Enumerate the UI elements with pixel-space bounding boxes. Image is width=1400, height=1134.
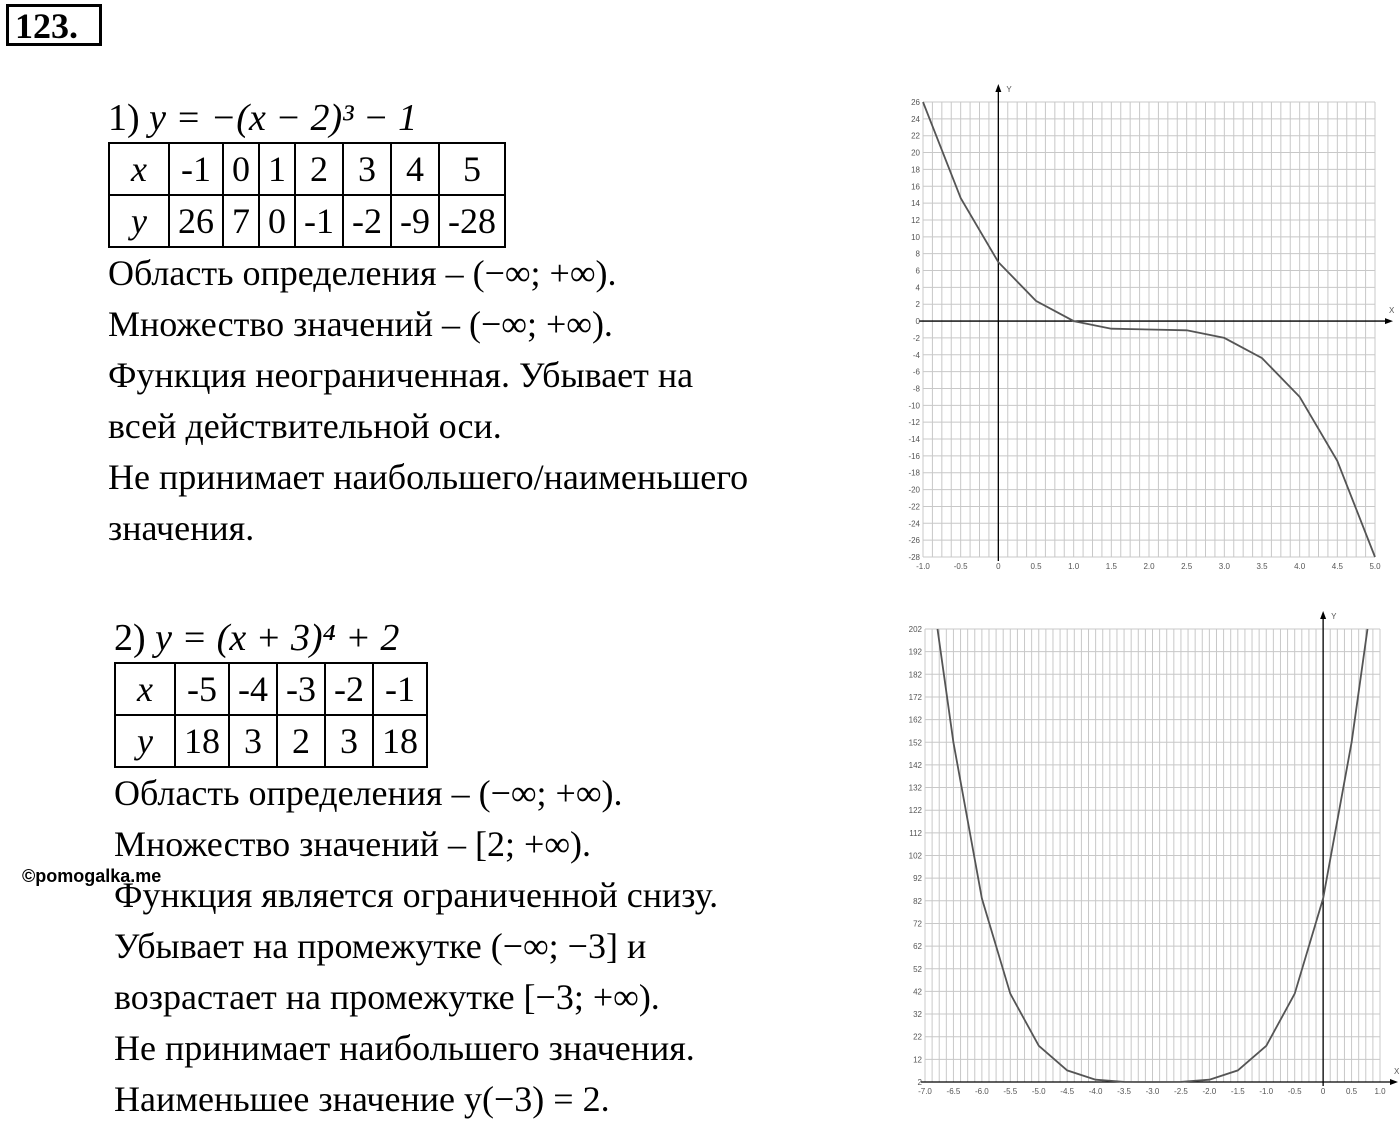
x-axis-arrow-icon [1390,1079,1398,1085]
part1-formula-expression: y = −(x − 2)³ − 1 [149,97,418,139]
watermark: ©pomogalka.me [22,866,162,886]
part1 [108,98,748,554]
table-row [115,663,427,715]
y-tick-label: -28 [908,553,920,562]
x-tick-label: -0.5 [953,562,968,571]
y-tick-label: 122 [908,806,922,816]
y-tick-label: 162 [908,715,922,725]
y-tick-label: 172 [908,692,922,702]
y-tick-label: 52 [913,964,922,974]
y-tick-label: 18 [911,165,920,175]
part2-formula-prefix: 2) [114,617,156,659]
y-tick-label: 32 [913,1010,922,1020]
table-row [115,715,427,767]
part2-formula [114,618,718,662]
y-tick-label: 22 [913,1032,922,1042]
y-axis-arrow-icon [995,84,1001,92]
part1-description [108,248,748,554]
y-tick-label: 8 [915,249,920,259]
y-tick-label: -2 [912,333,920,343]
description-line: Не принимает наибольшего/наименьшего [108,457,749,497]
table-cell-y: 2 [277,715,325,767]
x-tick-label: -2.5 [1174,1087,1188,1096]
table-cell-x: -4 [229,663,277,715]
table-cell-x: -5 [175,663,229,715]
table-cell-y: -1 [295,195,343,247]
y-tick-label: 102 [908,851,922,861]
table-cell-x: 1 [259,143,295,195]
y-tick-label: -22 [908,502,920,512]
table-cell-y: 3 [229,715,277,767]
y-tick-label: 62 [913,942,922,952]
y-tick-label: 24 [911,114,920,124]
table-cell-y: -2 [343,195,391,247]
x-tick-label: 2.0 [1143,562,1155,571]
x-tick-label: 4.0 [1294,562,1306,571]
x-tick-label: 2.5 [1181,562,1193,571]
part2 [114,618,718,1125]
y-axis-label: Y [1331,612,1337,621]
y-tick-label: -12 [908,418,920,428]
x-tick-label: -1.5 [1230,1087,1245,1096]
y-tick-label: 2 [917,1078,922,1087]
y-tick-label: 0 [915,317,920,327]
y-tick-label: -20 [908,485,920,495]
description-line: Функция является ограниченной снизу. [114,875,719,915]
table-cell-x: 0 [223,143,259,195]
x-tick-label: -1.0 [916,562,930,571]
x-axis-label: X [1389,306,1395,316]
table-cell-y: 0 [259,195,295,247]
x-tick-label: 4.5 [1331,562,1343,571]
y-tick-label: -26 [908,536,920,546]
x-tick-label: -1.0 [1259,1087,1274,1096]
table-cell-x: -1 [373,663,427,715]
description-line: Функция неограниченная. Убывает на [108,355,694,395]
x-tick-label: 0.5 [1346,1087,1358,1096]
x-tick-label: 0 [996,562,1001,571]
chart-quartic [895,604,1400,1104]
description-line: Область определения – (−∞; +∞). [114,773,623,813]
table-cell-x: -1 [169,143,223,195]
y-tick-label: 22 [911,131,920,141]
x-tick-label: 1.0 [1068,562,1080,571]
part2-table [114,662,428,768]
chart-cubic [895,80,1400,580]
x-tick-label: 0.5 [1030,562,1042,571]
description-line: Множество значений – [2; +∞). [114,824,591,864]
x-tick-label: -3.0 [1145,1087,1160,1096]
x-tick-label: -7.0 [918,1087,932,1096]
x-tick-label: 3.0 [1218,562,1230,571]
x-tick-label: -2.0 [1202,1087,1217,1096]
part2-formula-expression: y = (x + 3)⁴ + 2 [155,617,400,659]
table-cell-x: 4 [391,143,439,195]
table-cell-y: -28 [439,195,505,247]
y-tick-label: 26 [911,98,920,107]
grid [925,629,1380,1082]
x-tick-label: 3.5 [1256,562,1268,571]
y-tick-label: 132 [908,783,922,793]
table-cell-y: 18 [373,715,427,767]
y-tick-label: -14 [908,435,920,445]
y-tick-label: 2 [915,300,920,310]
table-cell-x: 5 [439,143,505,195]
y-tick-label: -16 [908,451,920,461]
x-tick-label: 1.5 [1105,562,1117,571]
part1-formula [108,98,748,142]
table-row [109,195,505,247]
table-row [109,143,505,195]
y-tick-label: -10 [908,401,920,411]
description-line: возрастает на промежутке [−3; +∞). [114,977,660,1017]
table-cell-y: 7 [223,195,259,247]
y-tick-label: 6 [915,266,920,276]
part1-table [108,142,506,248]
table-cell-x: -2 [325,663,373,715]
x-tick-label: -5.5 [1003,1087,1018,1096]
y-tick-label: 42 [913,987,922,997]
y-tick-label: 152 [908,738,922,748]
y-tick-label: 20 [911,148,920,158]
y-axis-arrow-icon [1320,611,1326,619]
y-tick-label: 4 [915,283,920,293]
x-tick-label: -3.5 [1117,1087,1131,1096]
description-line: Наименьшее значение y(−3) = 2. [114,1079,610,1119]
table-cell-x: 3 [343,143,391,195]
x-tick-label: 0 [1320,1087,1326,1096]
x-tick-label: 5.0 [1369,562,1381,571]
description-line: всей действительной оси. [108,406,502,446]
table-cell-y: 26 [169,195,223,247]
x-axis-arrow-icon [1385,318,1393,324]
table-head-x: x [115,663,175,715]
description-line: Множество значений – (−∞; +∞). [108,304,613,344]
y-tick-label: 12 [911,215,920,225]
y-tick-label: -8 [912,384,920,394]
y-tick-label: -18 [908,468,920,478]
y-tick-label: 92 [913,874,922,884]
table-head-y: y [115,715,175,767]
x-axis-label: X [1394,1067,1400,1076]
y-tick-label: -4 [912,350,920,360]
description-line: Убывает на промежутке (−∞; −3] и [114,926,647,966]
y-tick-label: 142 [908,760,922,770]
x-tick-label: -6.5 [946,1087,961,1096]
table-head-y: y [109,195,169,247]
axes [908,84,1395,571]
table-cell-y: 18 [175,715,229,767]
table-cell-y: -9 [391,195,439,247]
x-tick-label: -6.0 [974,1087,989,1096]
y-tick-label: 202 [908,625,922,634]
table-head-x: x [109,143,169,195]
y-tick-label: 82 [913,896,922,906]
x-tick-label: 1.0 [1374,1087,1386,1096]
description-line: значения. [108,508,255,548]
y-tick-label: 182 [908,670,922,680]
y-tick-label: 14 [911,199,920,209]
x-tick-label: -4.0 [1088,1087,1103,1096]
task-number: 123. [6,4,102,46]
description-line: Область определения – (−∞; +∞). [108,253,617,293]
part1-formula-prefix: 1) [108,97,150,139]
table-cell-y: 3 [325,715,373,767]
x-tick-label: -0.5 [1287,1087,1302,1096]
y-tick-label: 10 [911,232,920,242]
x-tick-label: -4.5 [1060,1087,1075,1096]
y-tick-label: -24 [908,519,920,529]
y-tick-label: 112 [909,828,922,838]
table-cell-x: -3 [277,663,325,715]
description-line: Не принимает наибольшего значения. [114,1028,695,1068]
y-tick-label: 16 [911,182,920,192]
y-tick-label: 12 [913,1055,922,1065]
y-axis-label: Y [1006,85,1012,94]
table-cell-x: 2 [295,143,343,195]
y-tick-label: 72 [913,919,922,929]
x-tick-label: -5.0 [1031,1087,1046,1096]
y-tick-label: -6 [912,367,920,377]
part2-description [114,768,718,1125]
y-tick-label: 192 [908,647,922,657]
